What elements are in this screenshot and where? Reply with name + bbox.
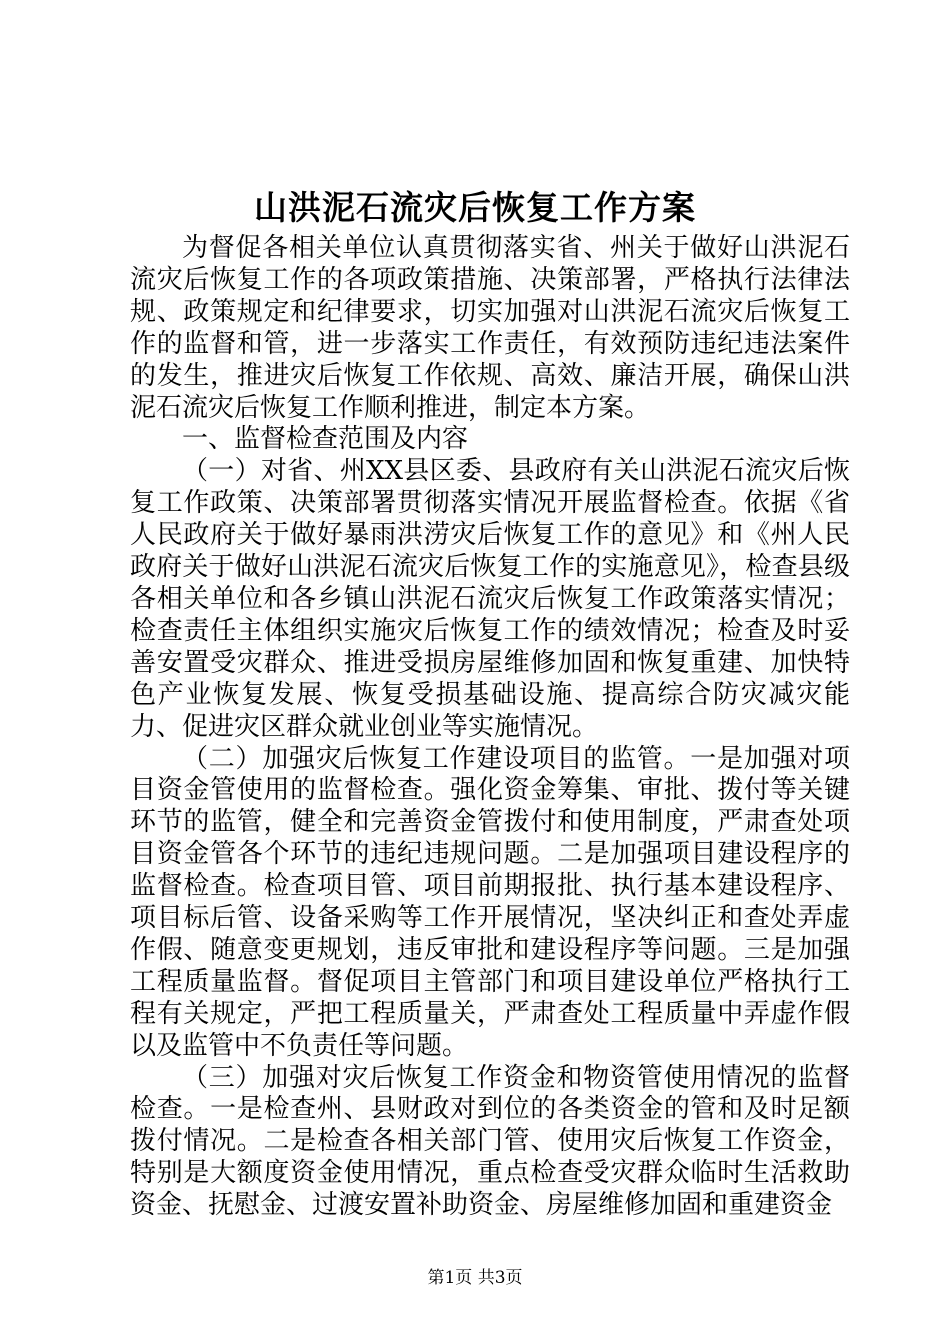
paragraph-intro: 为督促各相关单位认真贯彻落实省、州关于做好山洪泥石流灾后恢复工作的各项政策措施、决策部署，严格执行法律法规、政策规定和纪律要求，切实加强对山洪泥石流灾后恢复工作的监督和管，进一步落实工作责任，有效预防违纪违法案件的发生，推进灾后恢复工作依规、高效、廉洁开展，确保山洪泥石流灾后恢复工作顺利推进，制定本方案。 [130, 233, 850, 423]
paragraph-item-2: （二）加强灾后恢复工作建设项目的监管。一是加强对项目资金管使用的监督检查。强化资金筹集、审批、拨付等关键环节的监管，健全和完善资金管拨付和使用制度，严肃查处项目资金管各个环节的违纪违规问题。二是加强项目建设程序的监督检查。检查项目管、项目前期报批、执行基本建设程序、项目标后管、设备采购等工作开展情况，坚决纠正和查处弄虚作假、随意变更规划，违反审批和建设程序等问题。三是加强工程质量监督。督促项目主管部门和项目建设单位严格执行工程有关规定，严把工程质量关，严肃查处工程质量中弄虚作假以及监管中不负责任等问题。 [130, 743, 850, 1061]
document-title: 山洪泥石流灾后恢复工作方案 [254, 188, 696, 227]
document-body [130, 233, 850, 1222]
section-heading-1: 一、监督检查范围及内容 [182, 424, 469, 455]
page-footer: 第1页 共3页 [427, 1268, 523, 1288]
paragraph-item-3: （三）加强对灾后恢复工作资金和物资管使用情况的监督检查。一是检查州、县财政对到位的各类资金的管和及时足额拨付情况。二是检查各相关部门管、使用灾后恢复工作资金，特别是大额度资金使用情况，重点检查受灾群众临时生活救助资金、抚慰金、过渡安置补助资金、房屋维修加固和重建资金 [130, 1062, 850, 1221]
paragraph-item-1: （一）对省、州XX县区委、县政府有关山洪泥石流灾后恢复工作政策、决策部署贯彻落实情况开展监督检查。依据《省人民政府关于做好暴雨洪涝灾后恢复工作的意见》和《州人民政府关于做好山洪泥石流灾后恢复工作的实施意见》，检查县级各相关单位和各乡镇山洪泥石流灾后恢复工作政策落实情况；检查责任主体组织实施灾后恢复工作的绩效情况；检查及时妥善安置受灾群众、推进受损房屋维修加固和恢复重建、加快特色产业恢复发展、恢复受损基础设施、提高综合防灾减灾能力、促进灾区群众就业创业等实施情况。 [130, 456, 850, 742]
